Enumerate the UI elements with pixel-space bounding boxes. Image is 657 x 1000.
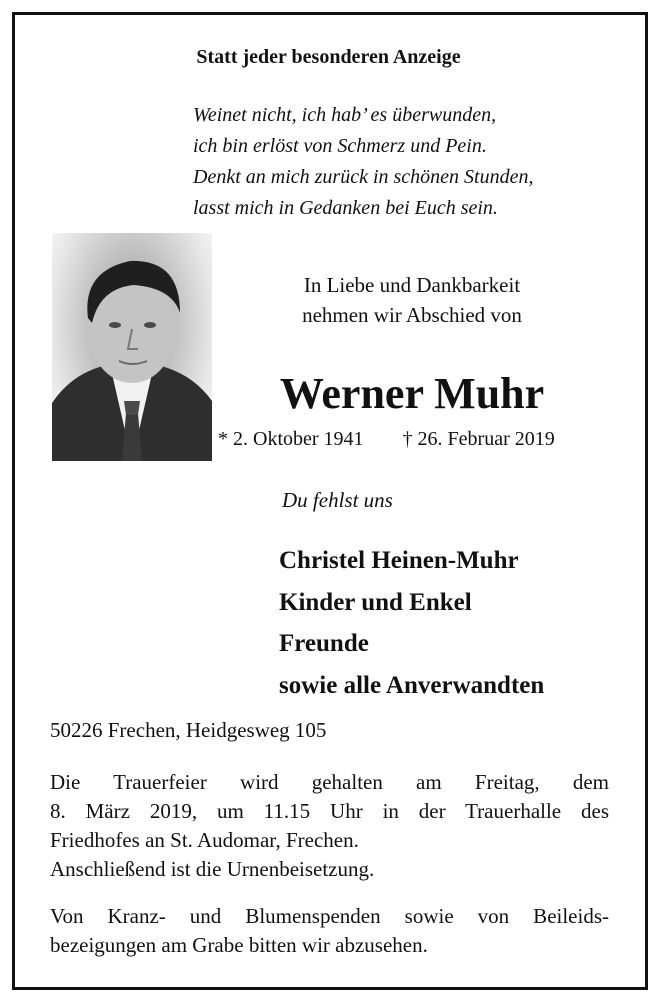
miss-line: Du fehlst uns <box>282 488 393 512</box>
poem <box>193 100 533 224</box>
poem-line: Weinet nicht, ich hab’ es überwunden, <box>193 104 497 126</box>
mourner-line: Freunde <box>279 630 369 657</box>
service-line: Anschließend ist die Urnenbeisetzung. <box>50 857 375 881</box>
notice-header: Statt jeder besonderen Anzeige <box>196 46 461 68</box>
deceased-name: Werner Muhr <box>279 369 545 418</box>
flowers-line: Von Kranz- und Blumenspenden sowie von Beileids- <box>50 904 609 928</box>
mourners-list <box>279 540 544 706</box>
service-line: Friedhofes an St. Audomar, Frechen. <box>50 828 359 852</box>
portrait-illustration <box>52 233 212 461</box>
address: 50226 Frechen, Heidgesweg 105 <box>50 718 327 742</box>
service-line: Die Trauerfeier wird gehalten am Freitag, dem <box>50 770 609 794</box>
flowers-line: bezeigungen am Grabe bitten wir abzusehen. <box>50 933 428 957</box>
poem-line: lasst mich in Gedanken bei Euch sein. <box>193 197 498 219</box>
poem-line: Denkt an mich zurück in schönen Stunden, <box>193 166 534 188</box>
service-line: 8. März 2019, um 11.15 Uhr in der Trauerhalle des <box>50 799 609 823</box>
poem-line: ich bin erlöst von Schmerz und Pein. <box>193 135 487 157</box>
intro-line: nehmen wir Abschied von <box>302 303 522 327</box>
mourner-line: Christel Heinen-Muhr <box>279 547 519 574</box>
mourner-line: Kinder und Enkel <box>279 588 472 616</box>
farewell-intro <box>232 270 592 330</box>
intro-line: In Liebe und Dankbarkeit <box>303 273 521 297</box>
service-paragraph <box>50 768 609 884</box>
portrait-photo <box>52 233 212 461</box>
life-dates <box>218 428 555 451</box>
birth-date: * 2. Oktober 1941 <box>218 428 364 450</box>
flowers-paragraph <box>50 902 609 960</box>
mourner-line: sowie alle Anverwandten <box>279 671 545 699</box>
death-date: † 26. Februar 2019 <box>402 428 555 450</box>
